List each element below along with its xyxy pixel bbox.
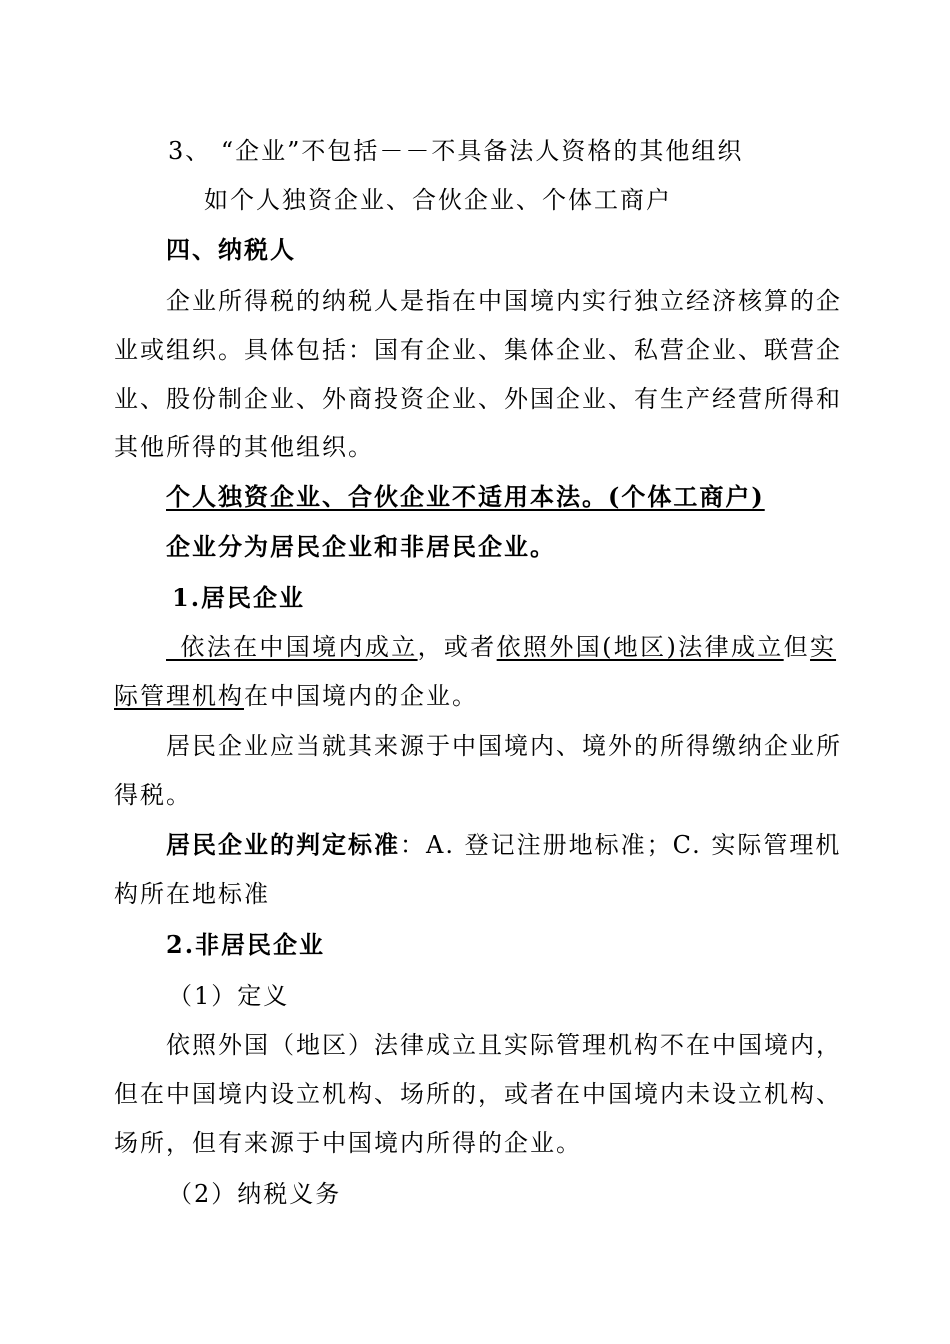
resident-definition-seg-4: 但 xyxy=(783,633,811,661)
nonresident-definition-subheading: （1）定义 xyxy=(168,982,290,1010)
nonresident-definition-line-3: 场所，但有来源于中国境内所得的企业。 xyxy=(114,1129,582,1157)
section-4-para-line-2: 业或组织。具体包括：国有企业、集体企业、私营企业、联营企 xyxy=(114,336,842,364)
resident-definition-seg-1: _依法在中国境内成立 xyxy=(166,633,418,661)
resident-heading: 1.居民企业 xyxy=(172,583,306,612)
resident-definition-seg-6: 际管理机构 xyxy=(114,682,244,710)
item-3-example: 如个人独资企业、合伙企业、个体工商户 xyxy=(204,186,672,214)
nonresident-obligation-subheading: （2）纳税义务 xyxy=(168,1180,342,1208)
resident-definition-line-2 xyxy=(114,682,478,710)
resident-criteria-line-2: 构所在地标准 xyxy=(114,880,270,908)
resident-definition-seg-2: ，或者 xyxy=(417,633,497,661)
item-3-text: 3、 “企业”不包括－－不具备法人资格的其他组织 xyxy=(168,137,744,165)
classification-note: 企业分为居民企业和非居民企业。 xyxy=(166,532,556,561)
nonresident-definition-line-2: 但在中国境内设立机构、场所的，或者在中国境内未设立机构、 xyxy=(114,1080,842,1108)
section-4-para-line-1: 企业所得税的纳税人是指在中国境内实行独立经济核算的企 xyxy=(166,287,842,315)
resident-obligation-line-1: 居民企业应当就其来源于中国境内、境外的所得缴纳企业所 xyxy=(166,732,842,760)
resident-definition-seg-5: 实 xyxy=(810,633,837,661)
section-4-para-line-4: 其他所得的其他组织。 xyxy=(114,433,374,461)
resident-definition-line-1 xyxy=(166,633,836,661)
resident-criteria-text: ：A. 登记注册地标准；C. 实际管理机 xyxy=(400,831,842,859)
resident-criteria-line-1 xyxy=(166,830,842,859)
resident-definition-seg-3: 依照外国(地区)法律成立 xyxy=(496,633,784,661)
nonresident-heading: 2.非居民企业 xyxy=(166,930,326,959)
exclusion-note: 个人独资企业、合伙企业不适用本法。(个体工商户) xyxy=(166,482,765,511)
section-4-heading: 四、纳税人 xyxy=(166,235,296,264)
resident-definition-seg-7: 在中国境内的企业。 xyxy=(244,682,478,710)
nonresident-definition-line-1: 依照外国（地区）法律成立且实际管理机构不在中国境内， xyxy=(166,1031,842,1059)
resident-criteria-label: 居民企业的判定标准 xyxy=(166,830,400,859)
resident-obligation-line-2: 得税。 xyxy=(114,781,192,809)
section-4-para-line-3: 业、股份制企业、外商投资企业、外国企业、有生产经营所得和 xyxy=(114,385,842,413)
